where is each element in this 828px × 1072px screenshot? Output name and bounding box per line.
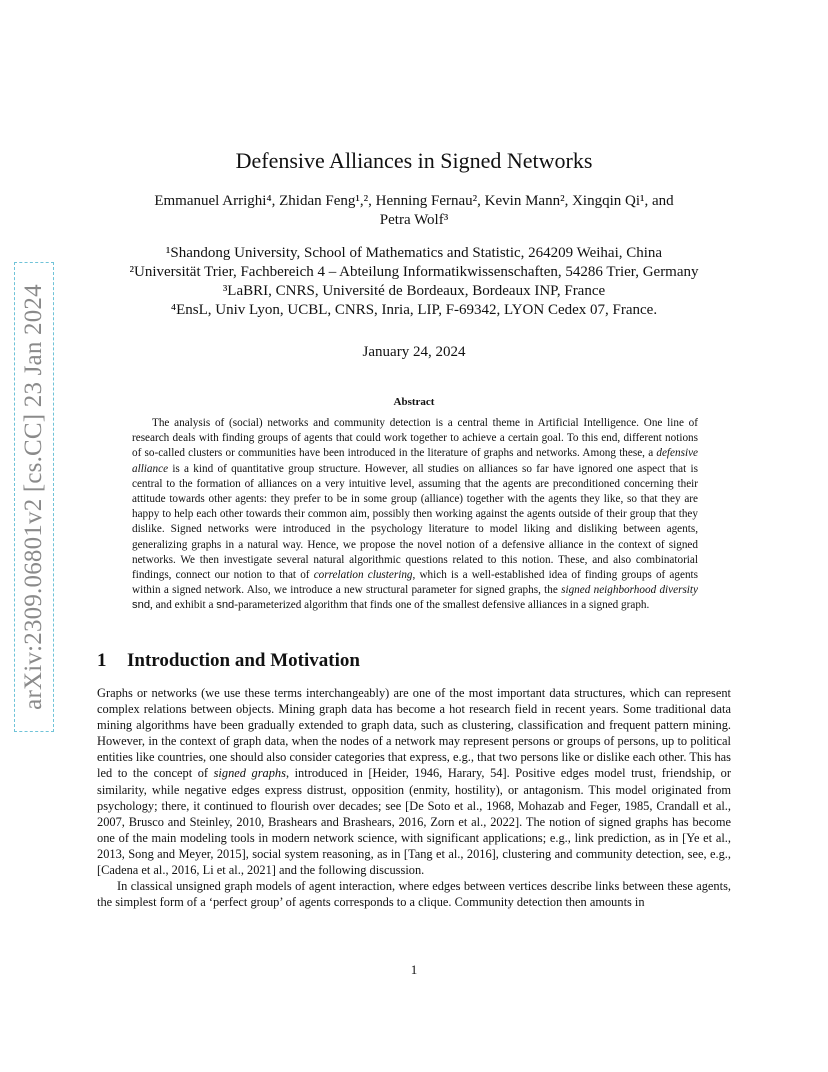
- section-title: Introduction and Motivation: [127, 650, 360, 671]
- author-list: [0, 192, 828, 230]
- abstract-text-part: The analysis of (social) networks and community detection is a central theme in Artificial Intelligence. One line of research deals with finding groups of agents that could work together to achieve a certain goal. To this end, different notions of so-called clusters or communities have been introduced in the literature of graphs and networks. Among these, a: [132, 417, 698, 460]
- body-paragraph-2: In classical unsigned graph models of agent interaction, where edges between vertices describe links between these agents, the simplest form of a ‘perfect group’ of agents corresponds to a clique. Community detection then amounts in: [97, 879, 731, 910]
- affiliation-list: [0, 244, 828, 320]
- abstract-text-part: , which is a well-established idea of finding groups of agents within a signed network. Also, we introduce a new structural parameter for signed graphs, the: [132, 569, 698, 597]
- body-text-part: , introduced in [Heider, 1946, Harary, 54]. Positive edges model trust, friendship, or similarity, while negative edges express distrust, opposition (enmity, hostility), or antagonism. This model originated from psychology; there, it continued to flourish over decades; see [De Soto et al., 1968, Mohazab and Feger, 1985, Crandall et al., 2007, Brusco and Steinley, 2010, Brashears and Brashears, 2016, Zorn et al., 2022]. The notion of signed graphs has become one of the main modeling tools in modern network science, with significant applications; e.g., link prediction, as in [Ye et al., 2013, Song and Meyer, 2015], social system reasoning, as in [Tang et al., 2016], clustering and community detection, see, e.g., [Cadena et al., 2016, Li et al., 2021] and the following discussion.: [97, 766, 732, 878]
- paper-date: January 24, 2024: [362, 344, 466, 360]
- abstract-text: [132, 416, 698, 614]
- abstract-text-part: is a kind of quantitative group structure. However, all studies on alliances so far have ignored one aspect that is central to the formation of alliances on a very intuitive level, assuming that the agents are preconditioned concerning their attitude towards other agents: they prefer to be in some group (alliance) together with the agents they like, so that they are happy to help each other towards their common aim, possibly then working against the agents outside of their group that they dislike. Signed networks were introduced in the psychology literature to model liking and disliking between agents, generalizing graphs in a natural way. Hence, we propose the novel notion of a defensive alliance in the context of signed networks. We then investigate several natural algorithmic questions related to this notion. These, and also combinatorial findings, connect our notion to that of: [132, 462, 698, 582]
- abstract-text-part: -parameterized algorithm that finds one of the smallest defensive alliances in a signed graph.: [234, 599, 650, 612]
- snd-parameter: snd: [132, 599, 151, 612]
- abstract-emphasis: signed neighborhood diversity: [561, 584, 698, 597]
- page-number: 1: [410, 962, 418, 977]
- paper-title: Defensive Alliances in Signed Networks: [235, 148, 593, 173]
- abstract-text-part: , and exhibit a: [150, 599, 217, 612]
- affiliation-4: ⁴EnsL, Univ Lyon, UCBL, CNRS, Inria, LIP, F-69342, LYON Cedex 07, France.: [170, 302, 658, 318]
- affiliation-1: ¹Shandong University, School of Mathematics and Statistic, 264209 Weihai, China: [165, 245, 663, 261]
- arxiv-identifier: arXiv:2309.06801v2 [cs.CC] 23 Jan 2024: [20, 284, 47, 710]
- section-heading: [97, 650, 360, 672]
- body-text-part: Graphs or networks (we use these terms interchangeably) are one of the most important data structures, which can represent complex relations between objects. Mining graph data has become a hot research field in recent years. Some traditional data mining algorithms have been gradually extended to graph data, such as clustering, classification and frequent pattern mining. However, in the context of graph data, when the nodes of a network may represent persons or groups of persons, up to political entities like countries, one should also consider categories that express, e.g., that two persons like or dislike each other. This has led to the concept of: [97, 686, 731, 781]
- arxiv-side-stamp: [14, 262, 54, 732]
- affiliation-3: ³LaBRI, CNRS, Université de Bordeaux, Bordeaux INP, France: [222, 283, 606, 299]
- section-number: 1: [97, 650, 107, 671]
- abstract-emphasis: defensive alliance: [132, 447, 698, 475]
- author-line-2: Petra Wolf³: [379, 212, 449, 228]
- body-emphasis: signed graphs: [213, 766, 286, 781]
- abstract-emphasis: correlation clustering: [313, 569, 413, 582]
- snd-parameter: snd: [216, 599, 235, 612]
- abstract-heading: Abstract: [393, 396, 435, 408]
- affiliation-2: ²Universität Trier, Fachbereich 4 – Abteilung Informatikwissenschaften, 54286 Trier, Germany: [129, 264, 699, 280]
- body-paragraph-1: [97, 685, 731, 878]
- author-line-1: Emmanuel Arrighi⁴, Zhidan Feng¹,², Henning Fernau², Kevin Mann², Xingqin Qi¹, and: [154, 193, 674, 209]
- body-text: [97, 685, 731, 910]
